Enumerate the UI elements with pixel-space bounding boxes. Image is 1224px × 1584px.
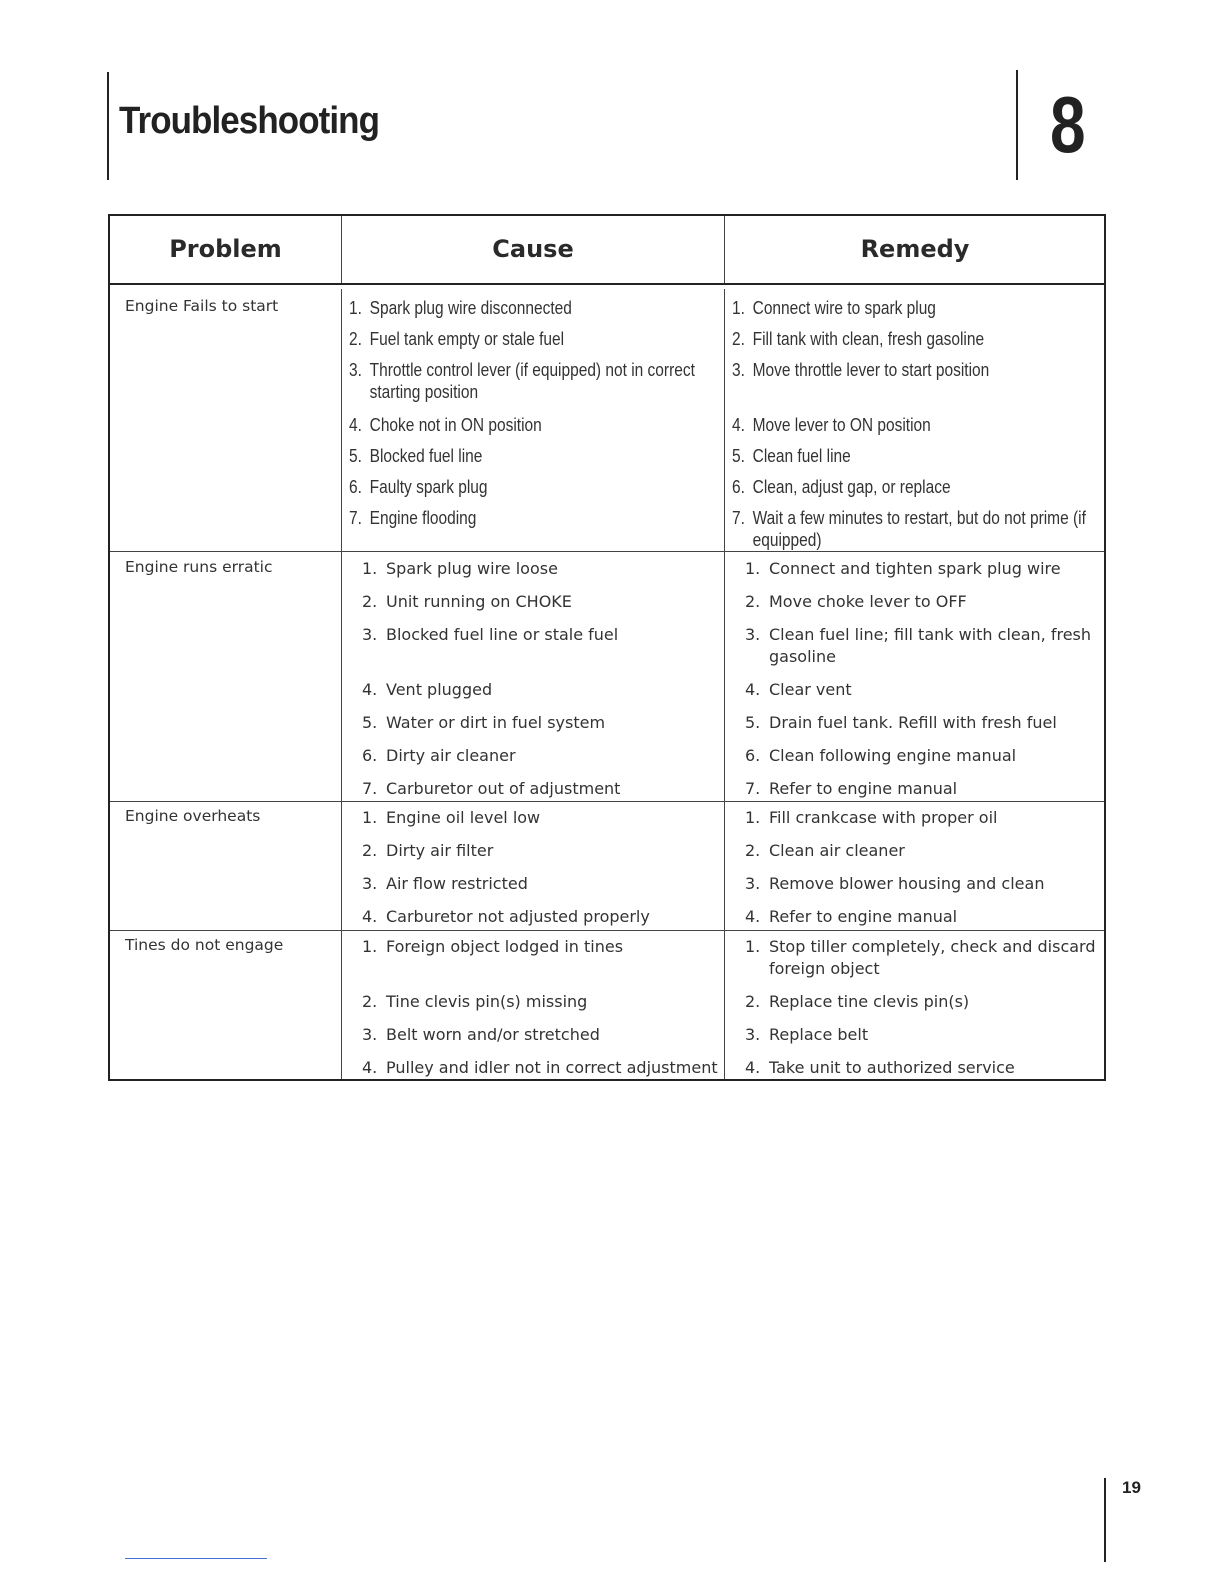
cause-item-text: Spark plug wire loose xyxy=(386,559,558,578)
column-divider xyxy=(341,289,342,551)
column-divider xyxy=(724,802,725,930)
remedy-item-text: Clean fuel line xyxy=(752,446,851,466)
remedy-item-number: 6. xyxy=(732,477,745,497)
problem-group xyxy=(110,801,1104,930)
problem-label: Tines do not engage xyxy=(125,936,284,954)
remedy-item-text: Fill tank with clean, fresh gasoline xyxy=(752,329,985,349)
cause-item-text: Belt worn and/or stretched xyxy=(386,1025,600,1044)
cause-item-text: Engine flooding xyxy=(369,508,477,528)
cause-item-text: Tine clevis pin(s) missing xyxy=(386,992,588,1011)
remedy-item-number: 1. xyxy=(745,937,761,956)
cause-item-number: 4. xyxy=(362,907,378,926)
cause-item-text: Fuel tank empty or stale fuel xyxy=(369,329,565,349)
remedy-item-text: Wait a few minutes to restart, but do not prime (if equipped) xyxy=(752,508,1086,550)
cause-item-number: 1. xyxy=(362,937,378,956)
column-header-cause: Cause xyxy=(492,235,574,263)
remedy-item-text: Clear vent xyxy=(769,680,852,699)
cause-item-text: Dirty air filter xyxy=(386,841,494,860)
cause-item-number: 3. xyxy=(362,1025,378,1044)
remedy-item-text: Take unit to authorized service xyxy=(769,1058,1015,1077)
remedy-item-text: Stop tiller completely, check and discard foreign object xyxy=(769,937,1096,978)
remedy-item-text: Drain fuel tank. Refill with fresh fuel xyxy=(769,713,1057,732)
remedy-item-text: Fill crankcase with proper oil xyxy=(769,808,998,827)
cause-item-text: Carburetor not adjusted properly xyxy=(386,907,650,926)
cause-item-text: Carburetor out of adjustment xyxy=(386,779,621,798)
remedy-item-number: 5. xyxy=(732,446,745,466)
table-body xyxy=(110,289,1104,1079)
cause-item-number: 2. xyxy=(349,329,362,349)
column-divider xyxy=(341,552,342,801)
cause-item-number: 2. xyxy=(362,592,378,611)
remedy-item-text: Connect wire to spark plug xyxy=(752,298,936,318)
cause-item-text: Unit running on CHOKE xyxy=(386,592,572,611)
cause-item-number: 3. xyxy=(349,360,362,380)
cause-item-text: Blocked fuel line or stale fuel xyxy=(386,625,619,644)
remedy-item-number: 4. xyxy=(745,1058,761,1077)
remedy-item-text: Connect and tighten spark plug wire xyxy=(769,559,1061,578)
remedy-item-number: 1. xyxy=(732,298,745,318)
remedy-item-number: 2. xyxy=(745,841,761,860)
cause-item-text: Faulty spark plug xyxy=(369,477,488,497)
remedy-item-number: 1. xyxy=(745,808,761,827)
remedy-item-text: Move lever to ON position xyxy=(752,415,931,435)
cause-item-number: 5. xyxy=(349,446,362,466)
remedy-item-text: Replace tine clevis pin(s) xyxy=(769,992,970,1011)
problem-label: Engine runs erratic xyxy=(125,558,273,576)
cause-item-number: 1. xyxy=(349,298,362,318)
chapter-rule xyxy=(1016,70,1018,180)
cause-item-number: 7. xyxy=(362,779,378,798)
cause-item-number: 4. xyxy=(362,1058,378,1077)
cause-item-number: 1. xyxy=(362,808,378,827)
cause-item-number: 6. xyxy=(362,746,378,765)
cause-item-number: 2. xyxy=(362,841,378,860)
remedy-item-number: 3. xyxy=(732,360,745,380)
cause-item-text: Spark plug wire disconnected xyxy=(369,298,572,318)
cause-item-text: Engine oil level low xyxy=(386,808,541,827)
remedy-item-number: 2. xyxy=(745,592,761,611)
cause-item-number: 4. xyxy=(349,415,362,435)
column-divider xyxy=(341,931,342,1079)
remedy-item-text: Replace belt xyxy=(769,1025,869,1044)
remedy-item-text: Remove blower housing and clean xyxy=(769,874,1045,893)
column-divider xyxy=(724,931,725,1079)
remedy-item-number: 4. xyxy=(745,907,761,926)
cause-item-text: Choke not in ON position xyxy=(369,415,542,435)
cause-item-number: 4. xyxy=(362,680,378,699)
page-number: 19 xyxy=(1122,1478,1141,1497)
cause-item-text: Vent plugged xyxy=(386,680,493,699)
remedy-item-number: 5. xyxy=(745,713,761,732)
column-header-remedy: Remedy xyxy=(860,235,970,263)
remedy-item-number: 7. xyxy=(732,508,745,528)
remedy-item-text: Move throttle lever to start position xyxy=(752,360,990,380)
problem-group xyxy=(110,930,1104,1079)
column-divider xyxy=(341,802,342,930)
troubleshooting-table xyxy=(108,214,1106,1081)
table-header xyxy=(110,216,1104,285)
problem-label: Engine Fails to start xyxy=(125,297,279,315)
cause-item-number: 3. xyxy=(362,874,378,893)
cause-item-number: 5. xyxy=(362,713,378,732)
cause-item-text: Dirty air cleaner xyxy=(386,746,516,765)
remedy-item-text: Clean following engine manual xyxy=(769,746,1017,765)
column-header-problem: Problem xyxy=(169,235,282,263)
remedy-item-number: 7. xyxy=(745,779,761,798)
remedy-item-number: 1. xyxy=(745,559,761,578)
remedy-item-number: 3. xyxy=(745,874,761,893)
remedy-item-text: Refer to engine manual xyxy=(769,779,958,798)
chapter-number: 8 xyxy=(1050,80,1086,169)
cause-item-number: 6. xyxy=(349,477,362,497)
remedy-item-number: 3. xyxy=(745,1025,761,1044)
footer-link-line xyxy=(125,1558,267,1559)
title-rule xyxy=(107,72,109,180)
cause-item-text: Foreign object lodged in tines xyxy=(386,937,624,956)
problem-group xyxy=(110,289,1104,551)
remedy-item-text: Refer to engine manual xyxy=(769,907,958,926)
cause-item-number: 7. xyxy=(349,508,362,528)
remedy-item-number: 3. xyxy=(745,625,761,644)
cause-item-number: 3. xyxy=(362,625,378,644)
page-title: Troubleshooting xyxy=(119,100,380,142)
cause-item-number: 1. xyxy=(362,559,378,578)
cause-item-number: 2. xyxy=(362,992,378,1011)
remedy-item-text: Clean, adjust gap, or replace xyxy=(752,477,951,497)
remedy-item-number: 6. xyxy=(745,746,761,765)
cause-item-text: Water or dirt in fuel system xyxy=(386,713,606,732)
problem-label: Engine overheats xyxy=(125,807,261,825)
remedy-item-text: Move choke lever to OFF xyxy=(769,592,967,611)
cause-item-text: Blocked fuel line xyxy=(369,446,483,466)
cause-item-text: Pulley and idler not in correct adjustment xyxy=(386,1058,718,1077)
remedy-item-number: 4. xyxy=(745,680,761,699)
cause-item-text: Air flow restricted xyxy=(386,874,528,893)
remedy-item-number: 4. xyxy=(732,415,745,435)
remedy-item-number: 2. xyxy=(732,329,745,349)
remedy-item-text: Clean fuel line; fill tank with clean, fresh gasoline xyxy=(769,625,1092,666)
remedy-item-number: 2. xyxy=(745,992,761,1011)
column-divider xyxy=(724,289,725,551)
column-divider xyxy=(724,552,725,801)
remedy-item-text: Clean air cleaner xyxy=(769,841,905,860)
problem-group xyxy=(110,551,1104,801)
folio-rule xyxy=(1104,1478,1106,1562)
cause-item-text: Throttle control lever (if equipped) not in correct starting position xyxy=(369,360,695,402)
